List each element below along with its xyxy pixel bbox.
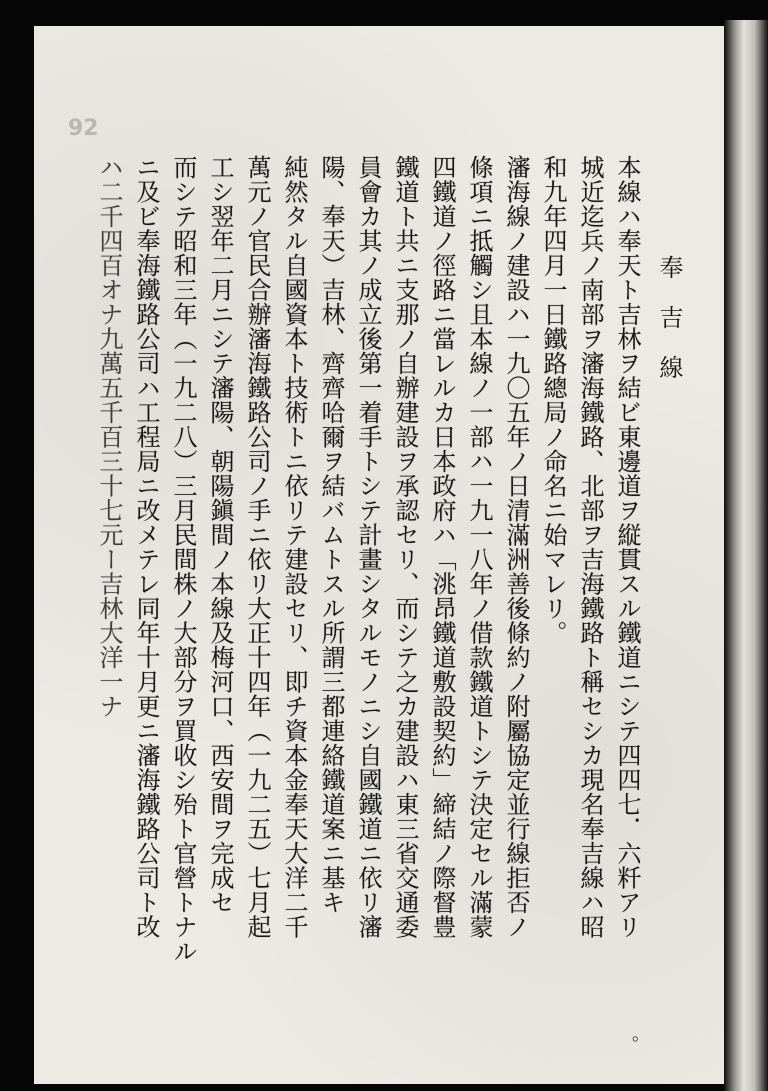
text-column-13: 而シテ昭和三年（一九二八）三月民間株ノ大部分ヲ買收シ殆ト官營トナル: [169, 155, 197, 964]
text-column-2: 城近迄兵ノ南部ヲ瀋海鐵路、北部ヲ吉海鐵路ト稱セシカ現名奉吉線ハ昭: [576, 155, 604, 939]
text-column-9: 陽、奉天）吉林、齊齊哈爾ヲ結バムトスル所謂三都連絡鐵道案ニ基キ: [317, 155, 345, 915]
text-column-8: 員會カ其ノ成立後第一着手トシテ計畫シタルモノニシ自國鐵道ニ依リ瀋: [354, 155, 382, 939]
text-column-12: 工シ翌年二月ニシテ瀋陽、朝陽鎭間ノ本線及梅河口、西安間ヲ完成セ: [206, 155, 234, 915]
text-column-4: 瀋海線ノ建設ハ一九〇五年ノ日清滿洲善後條約ノ附屬協定並行線拒否ノ: [502, 155, 530, 939]
text-column-7: 鐵道ト共ニ支那ノ自辦建設ヲ承認セリ、而シテ之カ建設ハ東三省交通委: [391, 155, 419, 939]
text-column-5: 條項ニ抵觸シ且本線ノ一部ハ一九一八年ノ借款鐵道トシテ決定セル滿蒙: [465, 155, 493, 939]
bottom-mark: 。: [632, 1024, 650, 1045]
section-title: 奉吉線: [655, 255, 683, 405]
text-column-10: 純然タル自國資本ト技術トニ依リテ建設セリ、即チ資本金奉天大洋二千: [280, 155, 308, 939]
page-number: 92: [68, 116, 99, 141]
text-column-6: 四鐵道ノ徑路ニ當レルカ日本政府ハ「洮昂鐵道敷設契約」締結ノ際督豊: [428, 155, 456, 939]
text-column-14: ニ及ビ奉海鐵路公司ハ工程局ニ改メテレ同年十月更ニ瀋海鐵路公司ト改: [132, 155, 160, 939]
book-spine-edge: [724, 20, 768, 1091]
text-column-1: 本線ハ奉天ト吉林ヲ結ビ東邊道ヲ縦貫スル鐵道ニシテ四四七．六粁アリ: [613, 155, 641, 939]
text-column-3: 和九年四月一日鐵路總局ノ命名ニ始マレリ。: [539, 155, 567, 645]
text-column-15: ハ二千四百オナ九萬五千百三十七元ー吉林大洋一ナ: [95, 155, 123, 719]
text-column-11: 萬元ノ官民合辦瀋海鐵路公司ノ手ニ依リ大正十四年（一九二五）七月起: [243, 155, 271, 939]
